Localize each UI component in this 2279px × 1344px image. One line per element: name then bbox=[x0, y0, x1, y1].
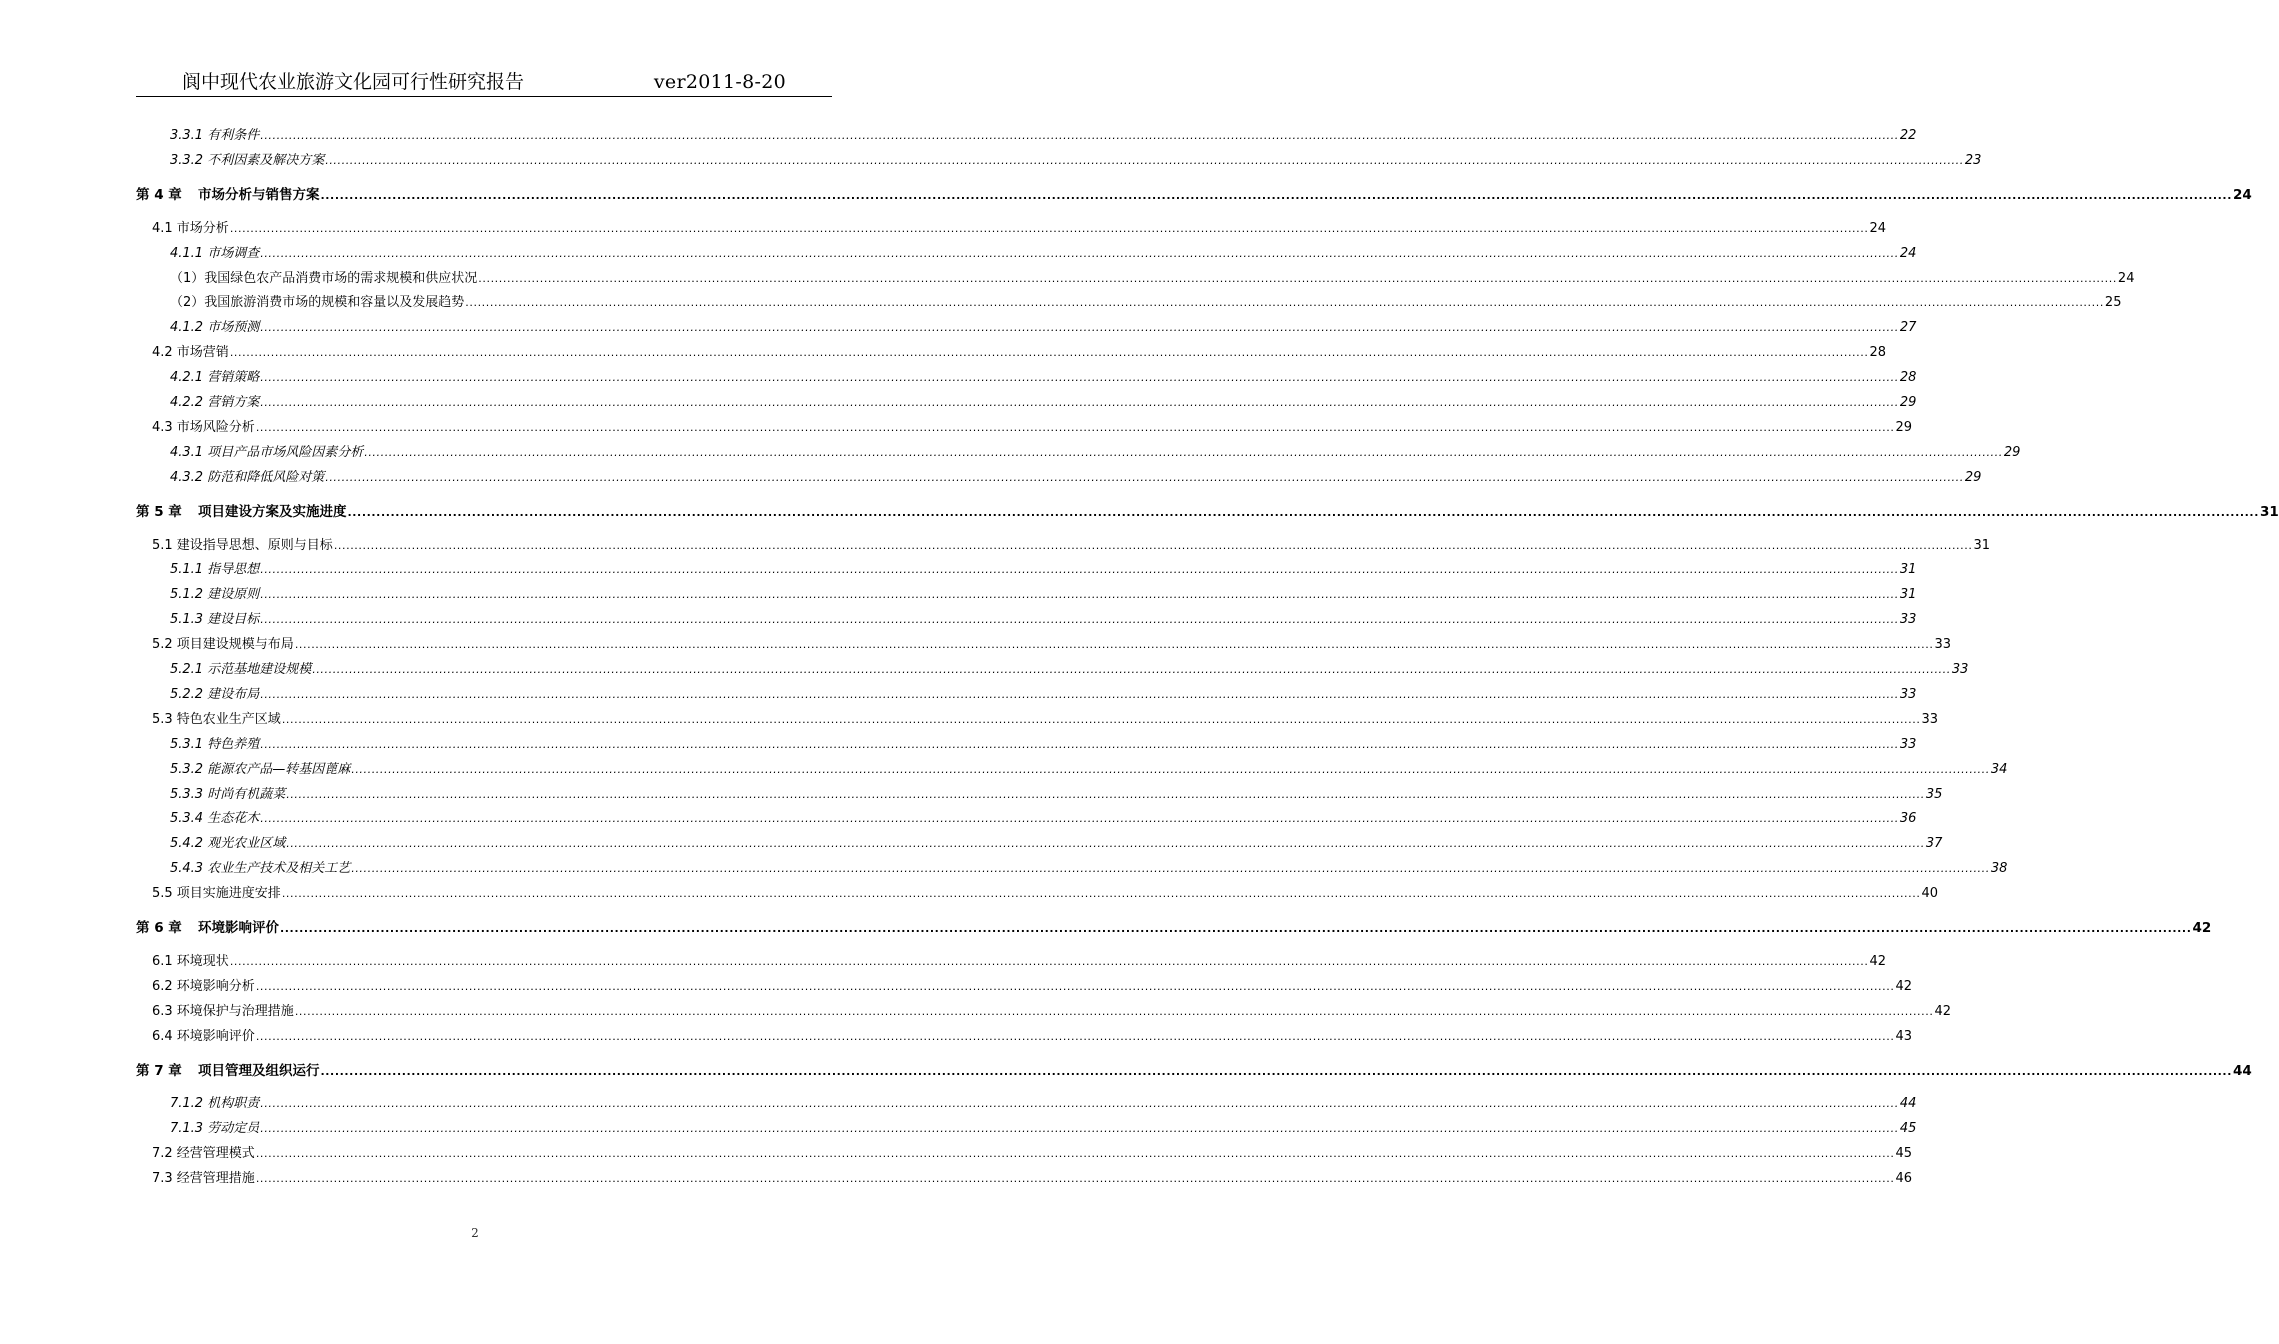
toc-entry[interactable] bbox=[136, 367, 1917, 389]
toc-dot-leader: ................................................................................................................................................................................................................................................................................................................................................................................................................ bbox=[260, 371, 1899, 385]
toc-page-number: 44 bbox=[2232, 1062, 2252, 1079]
toc-dot-leader: ................................................................................................................................................................................................................................................................................................................................................................................................................ bbox=[294, 638, 1934, 652]
toc-dot-leader: ................................................................................................................................................................................................................................................................................................................................................................................................................ bbox=[260, 737, 1899, 751]
toc-chapter-number: 第 7 章 bbox=[136, 1062, 182, 1079]
toc-entry[interactable] bbox=[136, 784, 1943, 806]
toc-page-number: 31 bbox=[1899, 562, 1917, 578]
toc-dot-leader: ................................................................................................................................................................................................................................................................................................................................................................................................................ bbox=[281, 887, 1921, 901]
toc-entry[interactable] bbox=[136, 1093, 1917, 1115]
toc-dot-leader: ................................................................................................................................................................................................................................................................................................................................................................................................................ bbox=[255, 1029, 1895, 1043]
toc-page-number: 33 bbox=[1899, 686, 1917, 702]
toc-entry[interactable] bbox=[136, 218, 1886, 240]
toc-dot-leader: ................................................................................................................................................................................................................................................................................................................................................................................................................ bbox=[320, 1064, 2232, 1078]
toc-entry[interactable] bbox=[136, 1118, 1917, 1140]
toc-dot-leader: ................................................................................................................................................................................................................................................................................................................................................................................................................ bbox=[229, 346, 1869, 360]
toc-entry[interactable] bbox=[136, 268, 2135, 290]
toc-page-number: 23 bbox=[1964, 152, 1982, 168]
toc-page-number: 42 bbox=[1895, 978, 1912, 994]
toc-entry-title: 5.1.3 建设目标 bbox=[170, 612, 260, 628]
toc-dot-leader: ................................................................................................................................................................................................................................................................................................................................................................................................................ bbox=[255, 1147, 1895, 1161]
toc-entry-title: 6.2 环境影响分析 bbox=[152, 978, 255, 994]
toc-chapter-number: 第 5 章 bbox=[136, 503, 182, 520]
toc-page-number: 33 bbox=[1934, 637, 1951, 653]
toc-page-number: 42 bbox=[1934, 1003, 1951, 1019]
toc-dot-leader: ................................................................................................................................................................................................................................................................................................................................................................................................................ bbox=[286, 837, 1925, 851]
toc-page-number: 44 bbox=[1899, 1096, 1917, 1112]
toc-page-number: 33 bbox=[1899, 736, 1917, 752]
toc-page-number: 33 bbox=[1951, 662, 1969, 677]
toc-dot-leader: ................................................................................................................................................................................................................................................................................................................................................................................................................ bbox=[260, 563, 1899, 577]
toc-page-number: 45 bbox=[1895, 1146, 1912, 1162]
toc-entry[interactable] bbox=[136, 1143, 1912, 1165]
toc-page-number: 40 bbox=[1921, 886, 1938, 902]
toc-chapter-entry[interactable] bbox=[136, 917, 2212, 939]
document-title: 阆中现代农业旅游文化园可行性研究报告 bbox=[182, 71, 525, 93]
toc-entry-title bbox=[136, 184, 320, 206]
toc-entry[interactable] bbox=[136, 150, 1982, 172]
toc-dot-leader: ................................................................................................................................................................................................................................................................................................................................................................................................................ bbox=[260, 812, 1899, 826]
toc-entry[interactable] bbox=[136, 292, 2122, 314]
toc-dot-leader: ................................................................................................................................................................................................................................................................................................................................................................................................................ bbox=[351, 862, 1990, 876]
toc-page-number: 22 bbox=[1899, 128, 1917, 143]
toc-dot-leader: ................................................................................................................................................................................................................................................................................................................................................................................................................ bbox=[364, 445, 2003, 459]
toc-entry-title: 5.3.1 特色养殖 bbox=[170, 736, 260, 752]
toc-dot-leader: ................................................................................................................................................................................................................................................................................................................................................................................................................ bbox=[255, 420, 1895, 434]
document-version: ver2011-8-20 bbox=[653, 71, 786, 93]
toc-dot-leader: ................................................................................................................................................................................................................................................................................................................................................................................................................ bbox=[260, 129, 1899, 142]
toc-page-number: 27 bbox=[1899, 320, 1917, 336]
toc-page-number: 33 bbox=[1921, 711, 1938, 727]
toc-entry-title: 4.1.1 市场调查 bbox=[170, 245, 260, 261]
toc-entry[interactable] bbox=[136, 858, 2008, 880]
toc-dot-leader: ................................................................................................................................................................................................................................................................................................................................................................................................................ bbox=[281, 712, 1921, 726]
toc-entry-title: （1）我国绿色农产品消费市场的需求规模和供应状况 bbox=[170, 270, 478, 286]
toc-chapter-entry[interactable] bbox=[136, 184, 2252, 206]
toc-page-number: 31 bbox=[1973, 537, 1990, 553]
toc-entry[interactable] bbox=[136, 243, 1917, 265]
toc-entry-title: 5.5 项目实施进度安排 bbox=[152, 886, 281, 902]
toc-dot-leader: ................................................................................................................................................................................................................................................................................................................................................................................................................ bbox=[312, 663, 1951, 676]
toc-entry[interactable] bbox=[136, 467, 1982, 489]
toc-entry-title: 7.2 经营管理模式 bbox=[152, 1146, 255, 1162]
toc-page-number: 35 bbox=[1925, 786, 1943, 802]
toc-entry[interactable] bbox=[136, 125, 1917, 147]
toc-entry[interactable] bbox=[136, 535, 1990, 557]
toc-page-number: 28 bbox=[1869, 345, 1886, 361]
toc-dot-leader: ................................................................................................................................................................................................................................................................................................................................................................................................................ bbox=[347, 505, 2259, 519]
toc-entry-title: （2）我国旅游消费市场的规模和容量以及发展趋势 bbox=[170, 295, 465, 311]
toc-entry-title: 5.2.1 示范基地建设规模 bbox=[170, 662, 312, 677]
toc-page-number: 24 bbox=[2117, 270, 2135, 286]
toc-entry[interactable] bbox=[136, 659, 1969, 681]
toc-page-number: 42 bbox=[2192, 920, 2212, 936]
toc-page-number: 31 bbox=[2259, 503, 2279, 520]
toc-entry-title: 3.3.2 不利因素及解决方案 bbox=[170, 152, 325, 168]
toc-entry[interactable] bbox=[136, 808, 1917, 830]
toc-entry-title: 4.1 市场分析 bbox=[152, 220, 229, 236]
toc-entry-title: 4.3.2 防范和降低风险对策 bbox=[170, 469, 325, 485]
toc-page-number: 42 bbox=[1869, 953, 1886, 969]
toc-page-number: 37 bbox=[1925, 836, 1943, 852]
toc-entry-title: 5.2.2 建设布局 bbox=[170, 686, 260, 702]
toc-dot-leader: ................................................................................................................................................................................................................................................................................................................................................................................................................ bbox=[333, 538, 1973, 552]
page-header bbox=[136, 68, 832, 97]
toc-dot-leader: ................................................................................................................................................................................................................................................................................................................................................................................................................ bbox=[465, 296, 2104, 310]
toc-entry[interactable] bbox=[136, 883, 1938, 905]
toc-page-number: 33 bbox=[1899, 612, 1917, 628]
toc-page-number: 24 bbox=[2232, 186, 2252, 203]
toc-entry-title: 5.4.2 观光农业区域 bbox=[170, 836, 286, 852]
toc-page-number: 29 bbox=[2003, 444, 2021, 460]
toc-entry[interactable] bbox=[136, 833, 1943, 855]
toc-dot-leader: ................................................................................................................................................................................................................................................................................................................................................................................................................ bbox=[260, 588, 1899, 602]
toc-page-number: 29 bbox=[1964, 469, 1982, 485]
toc-entry-title: 7.1.2 机构职责 bbox=[170, 1096, 260, 1112]
toc-entry-title: 6.4 环境影响评价 bbox=[152, 1028, 255, 1044]
toc-entry-title: 6.3 环境保护与治理措施 bbox=[152, 1003, 294, 1019]
toc-entry-title: 4.3.1 项目产品市场风险因素分析 bbox=[170, 444, 364, 460]
toc-page-number: 46 bbox=[1895, 1171, 1912, 1187]
toc-page-number: 24 bbox=[1869, 220, 1886, 236]
toc-page-number: 45 bbox=[1899, 1121, 1917, 1137]
toc-entry[interactable] bbox=[136, 317, 1917, 339]
toc-entry-title: 6.1 环境现状 bbox=[152, 953, 229, 969]
toc-page-number: 28 bbox=[1899, 370, 1917, 386]
toc-entry-title: 5.4.3 农业生产技术及相关工艺 bbox=[170, 861, 351, 877]
toc-dot-leader: ................................................................................................................................................................................................................................................................................................................................................................................................................ bbox=[280, 922, 2192, 935]
toc-dot-leader: ................................................................................................................................................................................................................................................................................................................................................................................................................ bbox=[229, 954, 1869, 968]
toc-entry[interactable] bbox=[136, 417, 1912, 439]
toc-entry[interactable] bbox=[136, 759, 2008, 781]
toc-dot-leader: ................................................................................................................................................................................................................................................................................................................................................................................................................ bbox=[260, 246, 1899, 260]
toc-entry-title: 5.3 特色农业生产区域 bbox=[152, 711, 281, 727]
toc-chapter-number: 第 6 章 bbox=[136, 920, 182, 936]
toc-entry-title: 7.3 经营管理措施 bbox=[152, 1171, 255, 1187]
toc-dot-leader: ................................................................................................................................................................................................................................................................................................................................................................................................................ bbox=[255, 1172, 1895, 1186]
toc-entry[interactable] bbox=[136, 634, 1951, 656]
toc-entry-title bbox=[136, 501, 347, 523]
toc-page-number: 38 bbox=[1990, 861, 2008, 877]
toc-entry[interactable] bbox=[136, 709, 1938, 731]
toc-chapter-title: 项目管理及组织运行 bbox=[198, 1062, 320, 1079]
toc-page-number: 24 bbox=[1899, 245, 1917, 261]
toc-chapter-title: 环境影响评价 bbox=[198, 920, 279, 936]
toc-entry[interactable] bbox=[136, 734, 1917, 756]
toc-entry[interactable] bbox=[136, 684, 1917, 706]
toc-entry-title bbox=[136, 917, 279, 939]
toc-entry-title: 7.1.3 劳动定员 bbox=[170, 1121, 260, 1137]
toc-chapter-title: 市场分析与销售方案 bbox=[198, 186, 320, 203]
toc-dot-leader: ................................................................................................................................................................................................................................................................................................................................................................................................................ bbox=[260, 321, 1899, 335]
toc-entry[interactable] bbox=[136, 1168, 1912, 1190]
toc-entry-title: 5.3.4 生态花木 bbox=[170, 811, 260, 827]
toc-dot-leader: ................................................................................................................................................................................................................................................................................................................................................................................................................ bbox=[229, 221, 1869, 235]
toc-entry[interactable] bbox=[136, 442, 2021, 464]
toc-dot-leader: ................................................................................................................................................................................................................................................................................................................................................................................................................ bbox=[260, 687, 1899, 701]
page-number: 2 bbox=[471, 1226, 479, 1240]
toc-dot-leader: ................................................................................................................................................................................................................................................................................................................................................................................................................ bbox=[320, 188, 2232, 202]
toc-dot-leader: ................................................................................................................................................................................................................................................................................................................................................................................................................ bbox=[260, 396, 1899, 409]
toc-entry[interactable] bbox=[136, 559, 1917, 581]
toc-dot-leader: ................................................................................................................................................................................................................................................................................................................................................................................................................ bbox=[478, 271, 2117, 285]
toc-entry-title: 3.3.1 有利条件 bbox=[170, 128, 260, 143]
toc-entry[interactable] bbox=[136, 1001, 1951, 1023]
toc-chapter-entry[interactable] bbox=[136, 1060, 2252, 1082]
toc-chapter-entry[interactable] bbox=[136, 501, 2279, 523]
toc-dot-leader: ................................................................................................................................................................................................................................................................................................................................................................................................................ bbox=[260, 1097, 1899, 1111]
toc-dot-leader: ................................................................................................................................................................................................................................................................................................................................................................................................................ bbox=[325, 470, 1964, 484]
toc-entry[interactable] bbox=[136, 392, 1917, 414]
toc-dot-leader: ................................................................................................................................................................................................................................................................................................................................................................................................................ bbox=[286, 787, 1925, 801]
toc-entry-title: 5.1.1 指导思想 bbox=[170, 562, 260, 578]
toc-entry-title: 5.3.3 时尚有机蔬菜 bbox=[170, 786, 286, 802]
toc-entry[interactable] bbox=[136, 1026, 1912, 1048]
toc-dot-leader: ................................................................................................................................................................................................................................................................................................................................................................................................................ bbox=[260, 1122, 1899, 1136]
toc-entry-title: 4.3 市场风险分析 bbox=[152, 419, 255, 435]
toc-entry-title: 5.1.2 建设原则 bbox=[170, 587, 260, 603]
toc-dot-leader: ................................................................................................................................................................................................................................................................................................................................................................................................................ bbox=[260, 613, 1899, 627]
toc-entry-title: 4.2 市场营销 bbox=[152, 345, 229, 361]
toc-entry-title: 4.2.2 营销方案 bbox=[170, 395, 260, 410]
toc-dot-leader: ................................................................................................................................................................................................................................................................................................................................................................................................................ bbox=[325, 153, 1964, 167]
toc-page-number: 43 bbox=[1895, 1028, 1912, 1044]
toc-entry[interactable] bbox=[136, 951, 1886, 973]
toc-entry[interactable] bbox=[136, 976, 1912, 998]
toc-entry[interactable] bbox=[136, 609, 1917, 631]
toc-entry[interactable] bbox=[136, 584, 1917, 606]
toc-entry-title: 5.2 项目建设规模与布局 bbox=[152, 637, 294, 653]
toc-page-number: 34 bbox=[1990, 761, 2008, 777]
toc-entry[interactable] bbox=[136, 342, 1886, 364]
toc-chapter-number: 第 4 章 bbox=[136, 186, 182, 203]
toc-entry-title: 4.2.1 营销策略 bbox=[170, 370, 260, 386]
toc-page-number: 29 bbox=[1895, 419, 1912, 435]
toc-dot-leader: ................................................................................................................................................................................................................................................................................................................................................................................................................ bbox=[351, 762, 1990, 776]
toc-dot-leader: ................................................................................................................................................................................................................................................................................................................................................................................................................ bbox=[255, 979, 1895, 993]
toc-page-number: 31 bbox=[1899, 587, 1917, 603]
toc-entry-title: 5.1 建设指导思想、原则与目标 bbox=[152, 537, 333, 553]
toc-chapter-title: 项目建设方案及实施进度 bbox=[198, 503, 347, 520]
toc-page-number: 25 bbox=[2104, 295, 2122, 311]
toc-dot-leader: ................................................................................................................................................................................................................................................................................................................................................................................................................ bbox=[294, 1004, 1934, 1018]
toc-entry-title bbox=[136, 1060, 320, 1082]
toc-entry-title: 5.3.2 能源农产品—转基因蓖麻 bbox=[170, 761, 351, 777]
toc-page-number: 29 bbox=[1899, 395, 1917, 410]
toc-entry-title: 4.1.2 市场预测 bbox=[170, 320, 260, 336]
toc-page-number: 36 bbox=[1899, 811, 1917, 827]
